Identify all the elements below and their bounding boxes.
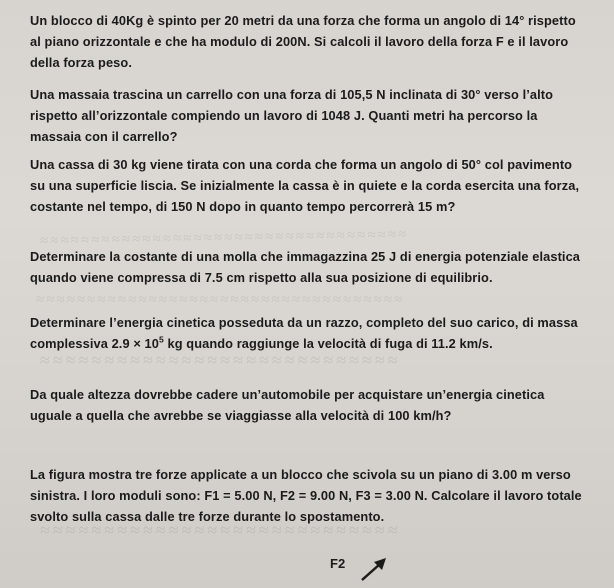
problem-text-continued: kg quando raggiunge la velocità di fuga di 11.2 km/s. [163, 336, 493, 351]
problem-3 [30, 154, 586, 217]
problem-text: Da quale altezza dovrebbe cadere un’automobile per acquistare un’energia cinetica uguale a quella che avrebbe se viaggiasse alla velocità di 100 km/h? [30, 387, 545, 423]
problem-text: Una massaia trascina un carrello con una forza di 105,5 N inclinata di 30° verso l’alto rispetto all’orizzontale compiendo un lavoro di 1048 J. Quanti metri ha percorso la massaia con il carrello? [30, 87, 554, 144]
bleed-glyph: ≈≈≈≈≈≈≈≈≈≈≈≈≈≈≈≈≈≈≈≈≈≈≈≈≈≈≈≈≈≈≈≈≈≈≈≈ [36, 292, 405, 308]
bleed-glyph: ≈≈≈≈≈≈≈≈≈≈≈≈≈≈≈≈≈≈≈≈≈≈≈≈≈≈≈≈ [40, 350, 401, 370]
problem-text: Determinare l’energia cinetica posseduta da un razzo, completo del suo carico, di massa complessiva 2.9 × 10 [30, 315, 578, 351]
problem-2 [30, 84, 586, 147]
problem-1 [30, 10, 586, 73]
exponent: 5 [159, 334, 164, 345]
figure-label-f2: F2 [330, 556, 346, 571]
problem-4 [30, 246, 586, 288]
bleed-through-text [36, 292, 404, 309]
problem-text: La figura mostra tre forze applicate a un blocco che scivola su un piano di 3.00 m verso sinistra. I loro moduli sono: F1 = 5.00 N, F2 = 9.00 N, F3 = 3.00 N. Calcolare il lavoro totale svolto sulla cassa dalle tre forze durante lo spostamento. [30, 467, 582, 524]
problem-text: Determinare la costante di una molla che immagazzina 25 J di energia potenziale elastica quando viene compressa di 7.5 cm rispetto alla sua posizione di equilibrio. [30, 249, 581, 285]
bleed-glyph: ≈≈≈≈≈≈≈≈≈≈≈≈≈≈≈≈≈≈≈≈≈≈≈≈≈≈≈≈ [40, 520, 401, 540]
bleed-glyph: ≈≈≈≈≈≈≈≈≈≈≈≈≈≈≈≈≈≈≈≈≈≈≈≈≈≈≈≈≈≈≈≈≈≈≈≈ [39, 226, 409, 250]
force-arrow-icon [360, 556, 390, 582]
problem-6 [30, 384, 586, 426]
arrow-shaft [362, 564, 380, 580]
problem-7 [30, 464, 586, 527]
problem-5 [30, 312, 586, 354]
problem-text: Una cassa di 30 kg viene tirata con una corda che forma un angolo di 50° col pavimento su una superficie liscia. Se inizialmente la cassa è in quiete e la corda esercita una forza, costante nel tempo, di 150 N dopo in quanto tempo percorrerà 15 m? [30, 157, 580, 214]
problem-text: Un blocco di 40Kg è spinto per 20 metri da una forza che forma un angolo di 14° rispetto al piano orizzontale e che ha modulo di 200N. Si calcoli il lavoro della forza F e il lavoro della forza peso. [30, 13, 576, 70]
